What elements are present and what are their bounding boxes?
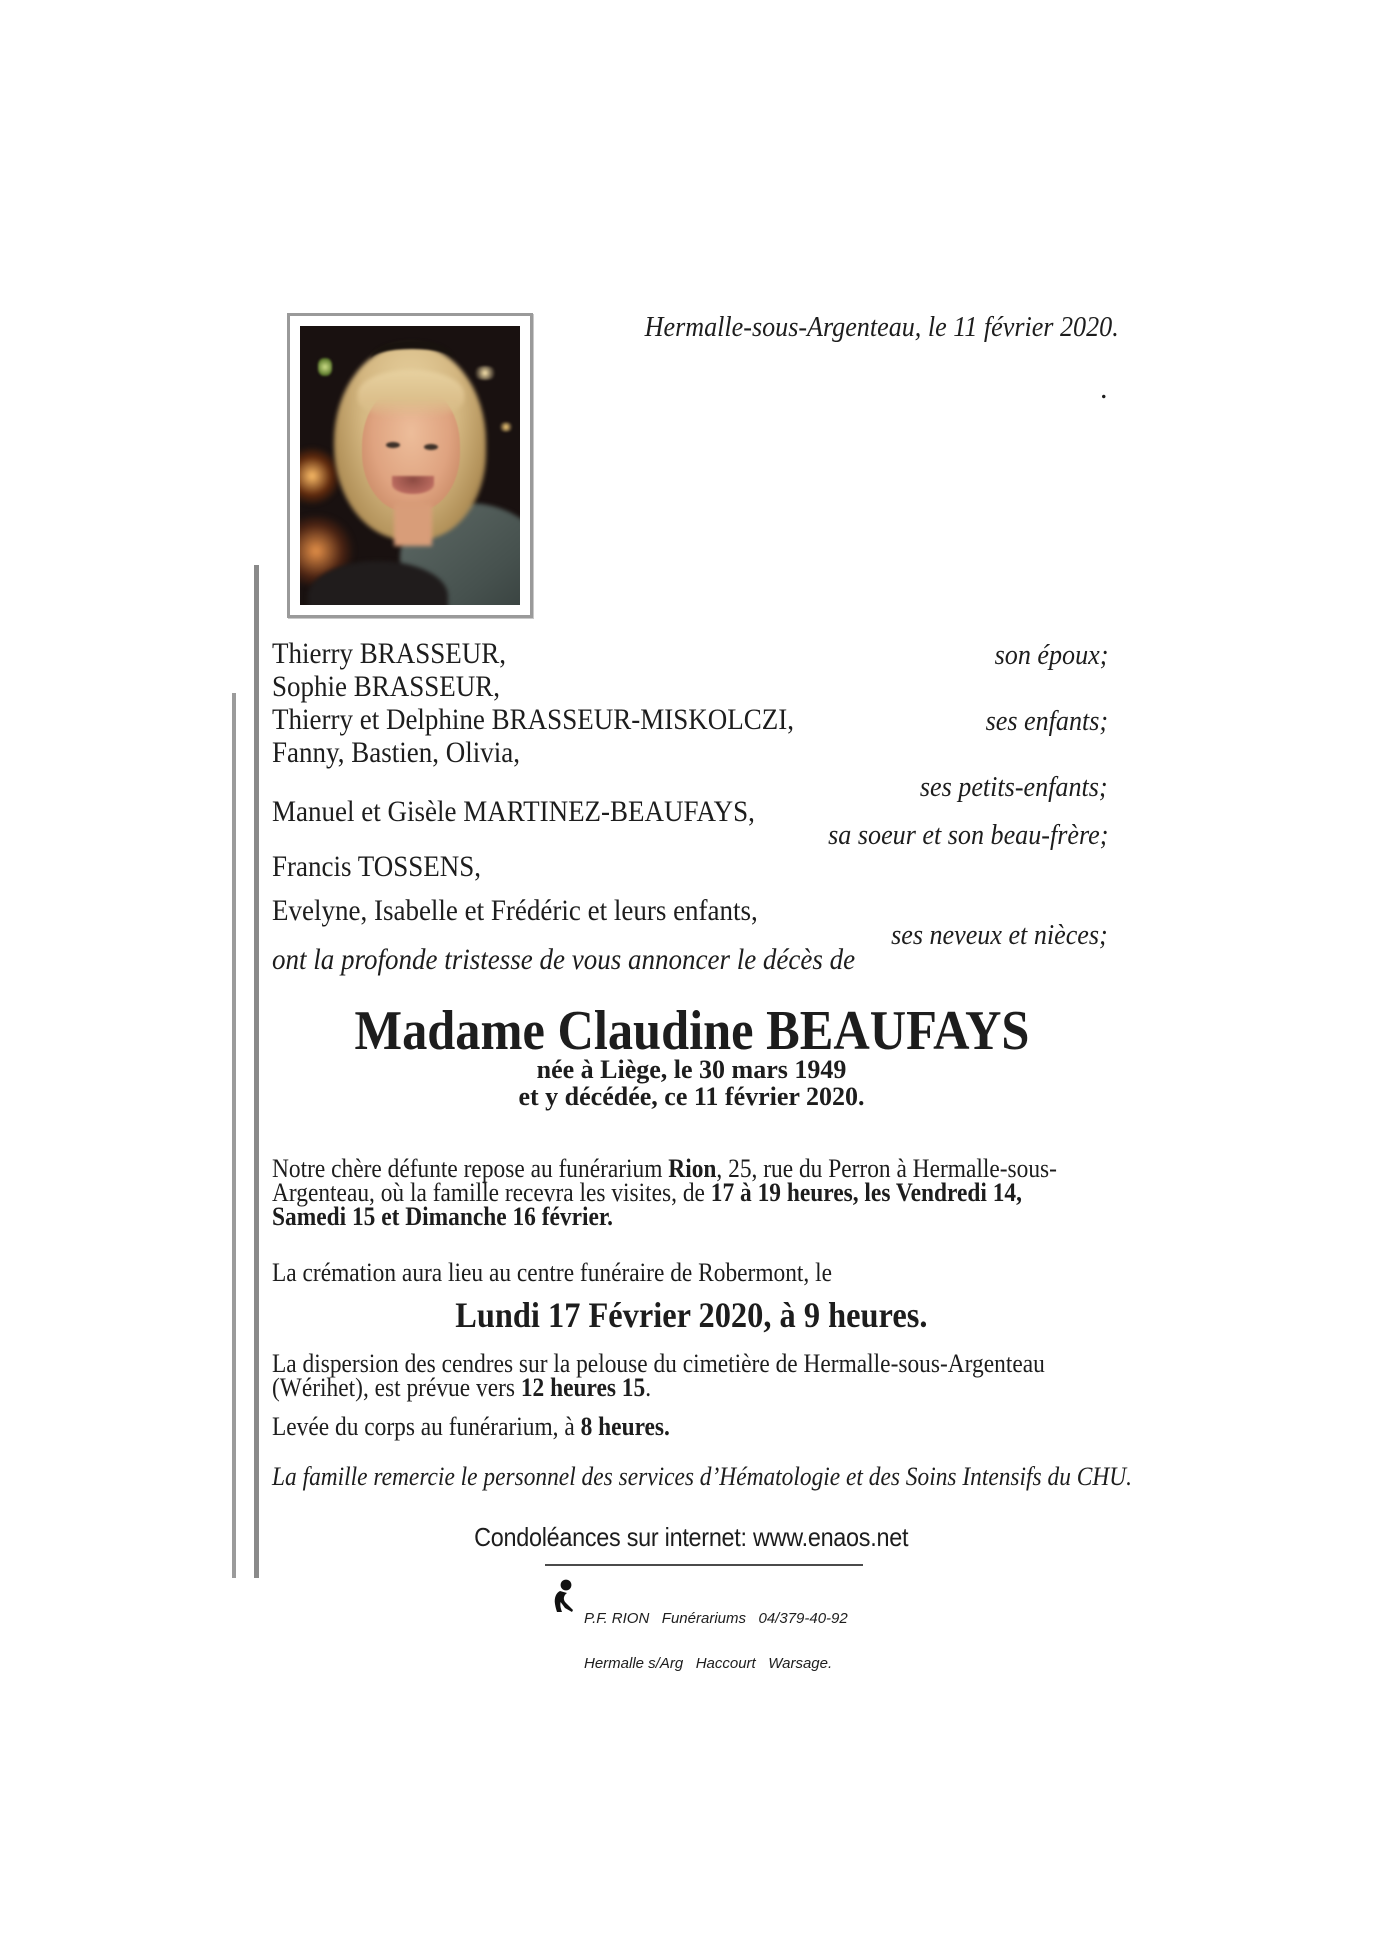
- relation-grandchildren: ses petits-enfants;: [920, 771, 1108, 803]
- relation-husband: son époux;: [994, 639, 1108, 671]
- family-child-2: Thierry et Delphine BRASSEUR-MISKOLCZI,: [272, 703, 794, 736]
- photo-light-dot: [472, 366, 498, 380]
- cremation-datetime: [272, 1297, 1111, 1333]
- portrait-photo: [300, 326, 520, 605]
- wake-line-1-text: Notre chère défunte repose au funérarium: [272, 1154, 669, 1183]
- levee-line: [272, 1412, 1046, 1441]
- portrait-photo-frame: [287, 313, 533, 618]
- cremation-intro: La crémation aura lieu au centre funéraire de Robermont, le: [272, 1258, 833, 1287]
- relation-children: ses enfants;: [985, 705, 1108, 737]
- family-grandchildren: Fanny, Bastien, Olivia,: [272, 736, 520, 769]
- levee-time: 8 heures.: [580, 1412, 670, 1441]
- wake-visit-hours: 17 à 19 heures, les Vendredi 14,: [710, 1178, 1022, 1207]
- wake-line-1-end: , 25, rue du Perron à Hermalle-sous-: [716, 1154, 1057, 1183]
- family-other: Francis TOSSENS,: [272, 850, 482, 883]
- photo-eye: [424, 444, 438, 450]
- levee-text: Levée du corps au funérarium, à: [272, 1412, 581, 1441]
- photo-light-dot: [498, 422, 514, 432]
- funeral-home-line-1: P.F. RION Funérariums 04/379-40-92: [584, 1610, 848, 1627]
- family-child-1: Sophie BRASSEUR,: [272, 670, 501, 703]
- wake-paragraph: [272, 1154, 1057, 1231]
- wake-line-2-text: Argenteau, où la famille recevra les visites, de: [272, 1178, 711, 1207]
- deceased-name-text: Madame Claudine BEAUFAYS: [354, 1000, 1029, 1062]
- dispersion-time: 12 heures 15: [520, 1373, 646, 1402]
- left-vertical-rule-inner: [232, 693, 236, 1578]
- deceased-name: [272, 1000, 1111, 1062]
- condolences-line: [272, 1522, 1111, 1553]
- announcement-line: ont la profonde tristesse de vous annoncer le décès de: [272, 943, 856, 976]
- dispersion-line-2: [272, 1373, 1046, 1402]
- wake-funeral-home-name: Rion: [668, 1154, 717, 1183]
- cremation-datetime-text: Lundi 17 Février 2020, à 9 heures.: [455, 1295, 928, 1335]
- photo-green-light: [318, 358, 332, 376]
- condolences-text: Condoléances sur internet: www.enaos.net: [474, 1522, 909, 1552]
- thanks-line: La famille remercie le personnel des services d’Hématologie et des Soins Intensifs du CHU.: [272, 1462, 1133, 1491]
- family-sister-couple: Manuel et Gisèle MARTINEZ-BEAUFAYS,: [272, 795, 755, 828]
- photo-eye: [386, 442, 400, 448]
- dispersion-line-2-end: .: [645, 1373, 652, 1402]
- dispersion-paragraph: [272, 1349, 1046, 1402]
- kneeling-figure-icon: [552, 1579, 576, 1613]
- wake-line-3: Samedi 15 et Dimanche 16 février.: [272, 1202, 613, 1231]
- photo-neck: [394, 504, 432, 546]
- photo-smile: [392, 476, 434, 494]
- stray-period: .: [1100, 372, 1108, 405]
- birth-line: née à Liège, le 30 mars 1949: [536, 1055, 847, 1084]
- relation-sister: sa soeur et son beau-frère;: [827, 819, 1108, 851]
- left-vertical-rule-outer: [254, 565, 259, 1578]
- family-husband: Thierry BRASSEUR,: [272, 637, 507, 670]
- funeral-home-logo-icon: [552, 1579, 576, 1613]
- dateline: Hermalle-sous-Argenteau, le 11 février 2020.: [644, 311, 1119, 343]
- funeral-home-info: [584, 1581, 848, 1701]
- photo-fringe: [358, 370, 464, 418]
- relation-nephews: ses neveux et nièces;: [891, 919, 1108, 951]
- death-line: et y décédée, ce 11 février 2020.: [518, 1082, 865, 1111]
- footer-separator: [545, 1564, 863, 1566]
- dispersion-line-1: La dispersion des cendres sur la pelouse du cimetière de Hermalle-sous-Argenteau: [272, 1349, 1045, 1378]
- family-nephews: Evelyne, Isabelle et Frédéric et leurs enfants,: [272, 894, 758, 927]
- funeral-home-line-2: Hermalle s/Arg Haccourt Warsage.: [584, 1655, 833, 1672]
- dispersion-line-2-text: (Wérihet), est prévue vers: [272, 1373, 521, 1402]
